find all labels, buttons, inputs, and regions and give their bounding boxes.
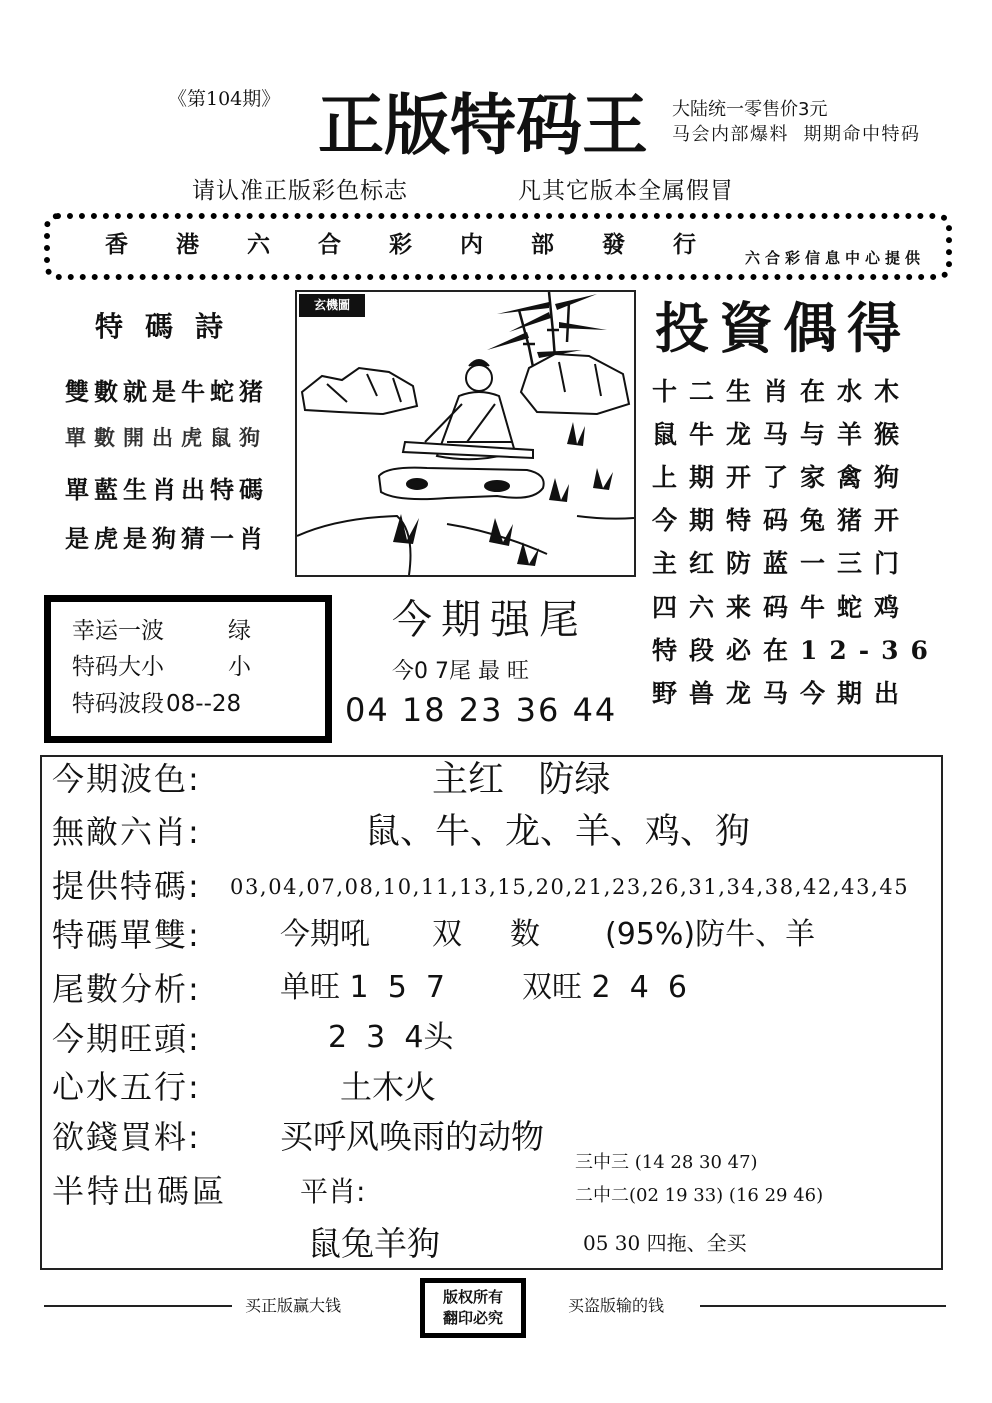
footer-right-text: 买盗版输的钱: [568, 1296, 665, 1315]
wave-color-label: 今期波色:: [52, 760, 201, 798]
invest-line: 特段必在12-36: [652, 636, 940, 665]
banner-provider: 六合彩信息中心提供: [745, 249, 926, 267]
poem-line: 單數開出虎鼠狗: [65, 425, 268, 450]
guqin-player-illustration: [297, 292, 634, 575]
invest-line: 四六来码牛蛇鸡: [652, 593, 912, 622]
invest-line: 野兽龙马今期出: [652, 679, 912, 708]
range-label: 特码波段: [72, 691, 164, 717]
six-zodiac-label: 無敵六肖:: [52, 813, 201, 851]
rock-left: [302, 368, 417, 414]
copyright-line-2: 翻印必究: [442, 1309, 503, 1327]
notice-left: 请认准正版彩色标志: [192, 178, 408, 204]
poem-line: 是虎是狗猜一肖: [65, 524, 268, 553]
poem-line: 雙數就是牛蛇猪: [65, 377, 268, 406]
five-elements-label: 心水五行:: [52, 1068, 201, 1106]
strong-tail-subtitle: 今0 7尾 最 旺: [392, 659, 529, 684]
invest-line: 十二生肖在水木: [652, 377, 912, 406]
strong-tail-numbers: 04 18 23 36 44: [345, 691, 618, 729]
bamboo-leaves: [487, 294, 607, 358]
wave-color-value: 主红 防绿: [432, 759, 611, 800]
poem-title: 特碼詩: [95, 310, 246, 343]
six-zodiac-value: 鼠、牛、龙、羊、鸡、狗: [365, 812, 751, 852]
invest-line: 鼠牛龙马与羊猴: [652, 420, 912, 449]
picture-label: 玄機圖: [299, 294, 365, 317]
odd-even-label: 特碼單雙:: [52, 916, 201, 954]
flat-zodiac-value: 鼠兔羊狗: [308, 1224, 440, 1263]
odd-even-guard: (95%)防牛、羊: [605, 917, 816, 952]
strong-tail-title: 今期强尾: [392, 597, 588, 643]
page-title: 正版特码王: [318, 87, 648, 164]
special-numbers-value: 03,04,07,08,10,11,13,15,20,21,23,26,31,34,38,42,43,45: [230, 875, 910, 899]
invest-line: 主红防蓝一三门: [652, 549, 912, 578]
invest-line: 上期开了家禽狗: [652, 463, 912, 492]
drag-bet: 05 30 四拖、全买: [583, 1231, 747, 1255]
poem-line: 單藍生肖出特碼: [65, 475, 268, 504]
buy-hint-label: 欲錢買料:: [52, 1118, 201, 1156]
rock-right: [521, 354, 629, 414]
odd-even-main: 双: [432, 917, 462, 952]
range-value: 08--28: [166, 691, 242, 717]
footer-rule-left: [44, 1305, 232, 1307]
size-value: 小: [228, 654, 251, 680]
tail-even: 双旺 2 4 6: [522, 970, 687, 1005]
lead-digit-label: 今期旺頭:: [52, 1020, 201, 1058]
banner-title: 香 港 六 合 彩 内 部 發 行: [105, 232, 717, 258]
odd-even-prefix: 今期吼: [280, 917, 370, 952]
lead-digit-value: 2 3 4头: [328, 1020, 454, 1055]
half-special-label: 半特出碼區: [52, 1172, 228, 1210]
slogan: 马会内部爆料 期期命中特码: [672, 124, 921, 145]
ground: [297, 516, 634, 575]
retail-price: 大陆统一零售价3元: [672, 99, 828, 120]
flat-zodiac-label: 平肖:: [300, 1175, 366, 1208]
invest-title: 投資偶得: [655, 297, 911, 360]
two-of-two: 二中二(02 19 33) (16 29 46): [575, 1185, 824, 1206]
notice-right: 凡其它版本全属假冒: [518, 178, 734, 204]
copyright-line-1: 版权所有: [442, 1288, 503, 1306]
three-of-three: 三中三 (14 28 30 47): [575, 1152, 758, 1173]
footer-rule-right: [700, 1305, 946, 1307]
copyright-box: [420, 1278, 526, 1338]
lucky-wave-value: 绿: [228, 618, 251, 644]
issue-number: 《第104期》: [168, 88, 281, 110]
footer-left-text: 买正版赢大钱: [245, 1296, 342, 1315]
lucky-wave-label: 幸运一波: [72, 618, 164, 644]
tail-analysis-label: 尾數分析:: [52, 970, 201, 1008]
hint-picture: [295, 290, 636, 577]
size-label: 特码大小: [72, 654, 164, 680]
five-elements-value: 土木火: [340, 1068, 437, 1106]
buy-hint-value: 买呼风唤雨的动物: [280, 1117, 544, 1156]
special-numbers-label: 提供特碼:: [52, 867, 201, 905]
guqin-table: [379, 442, 544, 499]
odd-even-main-2: 数: [510, 917, 540, 952]
invest-line: 今期特码兔猪开: [652, 506, 912, 535]
tail-odd: 单旺 1 5 7: [280, 970, 445, 1005]
